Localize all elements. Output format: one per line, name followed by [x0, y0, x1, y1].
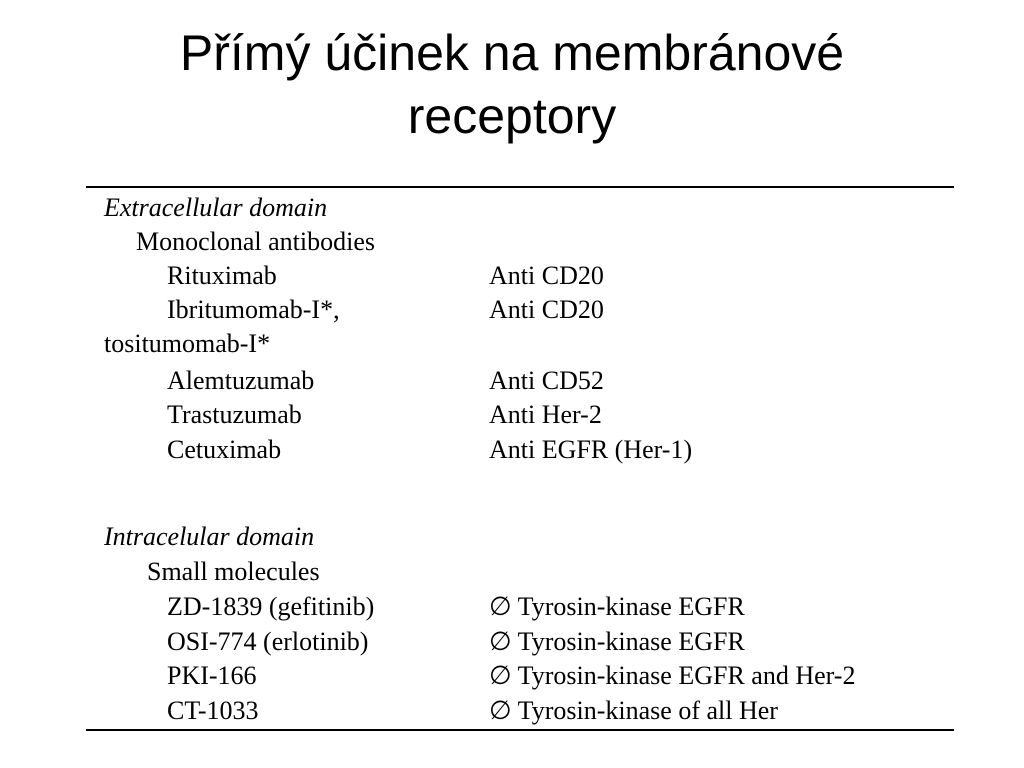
table-row — [0, 590, 1024, 624]
table-row — [0, 327, 1024, 361]
subheading-row — [0, 225, 1024, 259]
table-top-rule — [86, 186, 954, 188]
drug-target: ∅ Tyrosin-kinase of all Her — [489, 696, 778, 725]
table-row — [0, 694, 1024, 728]
subheading-small-molecules: Small molecules — [147, 557, 320, 586]
slide-title-line-1: Přímý účinek na membránové — [179, 25, 845, 81]
drug-name: tositumomab-I* — [104, 329, 271, 358]
drug-target: Anti CD20 — [489, 295, 604, 324]
drug-name: OSI-774 (erlotinib) — [167, 627, 369, 656]
drug-name: Trastuzumab — [167, 400, 302, 429]
section-heading-extracellular: Extracellular domain — [104, 193, 328, 222]
table-row — [0, 625, 1024, 659]
drug-name: Cetuximab — [167, 435, 282, 464]
drug-target: Anti EGFR (Her-1) — [489, 435, 693, 464]
drug-name: Ibritumomab-I*, — [167, 295, 340, 324]
drug-name: PKI-166 — [167, 661, 257, 690]
drug-target: Anti CD20 — [489, 261, 604, 290]
drug-target: ∅ Tyrosin-kinase EGFR — [489, 592, 745, 621]
drug-target: Anti Her-2 — [489, 400, 602, 429]
slide-title-line-2: receptory — [407, 88, 617, 144]
drug-name: ZD-1839 (gefitinib) — [167, 592, 375, 621]
drug-target: ∅ Tyrosin-kinase EGFR — [489, 627, 745, 656]
section-heading-row — [0, 191, 1024, 225]
table-bottom-rule — [86, 729, 954, 731]
drug-name: Alemtuzumab — [167, 366, 315, 395]
drug-target: ∅ Tyrosin-kinase EGFR and Her-2 — [489, 661, 856, 690]
section-heading-row — [0, 520, 1024, 554]
slide-title — [0, 22, 1024, 148]
subheading-row — [0, 555, 1024, 589]
subheading-monoclonal-antibodies: Monoclonal antibodies — [136, 227, 376, 256]
drug-name: Rituximab — [167, 261, 277, 290]
table-row — [0, 398, 1024, 432]
table-row — [0, 659, 1024, 693]
section-heading-intracellular: Intracelular domain — [104, 522, 315, 551]
table-row — [0, 259, 1024, 293]
table-row — [0, 364, 1024, 398]
drug-name: CT-1033 — [167, 696, 259, 725]
table-row — [0, 433, 1024, 467]
table-row — [0, 293, 1024, 327]
drug-target: Anti CD52 — [489, 366, 604, 395]
